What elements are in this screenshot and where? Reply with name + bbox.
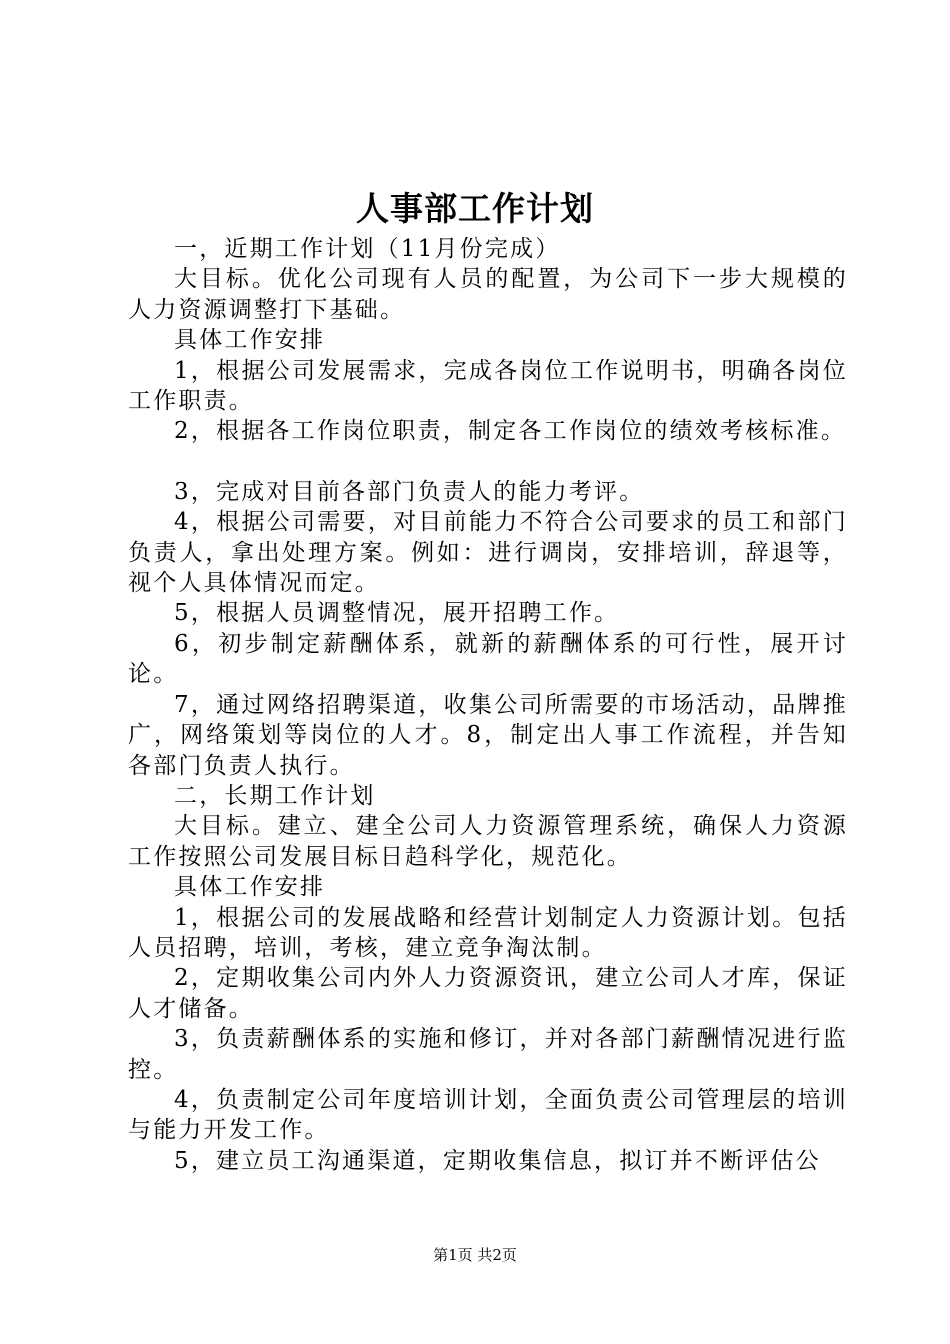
section-heading-long-term: 二，长期工作计划 (174, 782, 376, 809)
page-number-footer: 第1页 共2页 (433, 1246, 517, 1264)
list-item: 1，根据公司发展需求，完成各岗位工作说明书，明确各岗位工作职责。 (128, 357, 848, 415)
document-title: 人事部工作计划 (356, 189, 594, 228)
paragraph-subheading: 具体工作安排 (174, 874, 326, 901)
list-item: 5，根据人员调整情况，展开招聘工作。 (174, 600, 620, 627)
list-item: 2，定期收集公司内外人力资源资讯，建立公司人才库，保证人才储备。 (128, 965, 848, 1022)
list-item: 3，完成对目前各部门负责人的能力考评。 (174, 478, 645, 505)
section-heading-short-term: 一，近期工作计划（11月份完成） (174, 236, 561, 262)
list-item: 7，通过网络招聘渠道，收集公司所需要的市场活动，品牌推广，网络策划等岗位的人才。8，制定出人事工作流程，并告知各部门负责人执行。 (128, 691, 848, 779)
list-item: 3，负责薪酬体系的实施和修订，并对各部门薪酬情况进行监控。 (128, 1026, 848, 1083)
list-item: 5，建立员工沟通渠道，定期收集信息，拟订并不断评估公 (174, 1147, 821, 1174)
list-item: 4，负责制定公司年度培训计划，全面负责公司管理层的培训与能力开发工作。 (128, 1086, 848, 1144)
paragraph-subheading: 具体工作安排 (174, 327, 326, 354)
paragraph-goal: 大目标。建立、建全公司人力资源管理系统，确保人力资源工作按照公司发展目标日趋科学化，规范化。 (128, 813, 848, 870)
list-item: 4，根据公司需要，对目前能力不符合公司要求的员工和部门负责人，拿出处理方案。例如：进行调岗，安排培训，辞退等，视个人具体情况而定。 (128, 509, 848, 597)
list-item: 1，根据公司的发展战略和经营计划制定人力资源计划。包括人员招聘，培训，考核，建立竞争淘汰制。 (128, 904, 848, 961)
paragraph-goal: 大目标。优化公司现有人员的配置，为公司下一步大规模的人力资源调整打下基础。 (128, 266, 848, 323)
document-body (128, 234, 848, 1176)
list-item: 6，初步制定薪酬体系，就新的薪酬体系的可行性，展开讨论。 (128, 630, 848, 688)
list-item: 2，根据各工作岗位职责，制定各工作岗位的绩效考核标准。 (174, 418, 847, 445)
